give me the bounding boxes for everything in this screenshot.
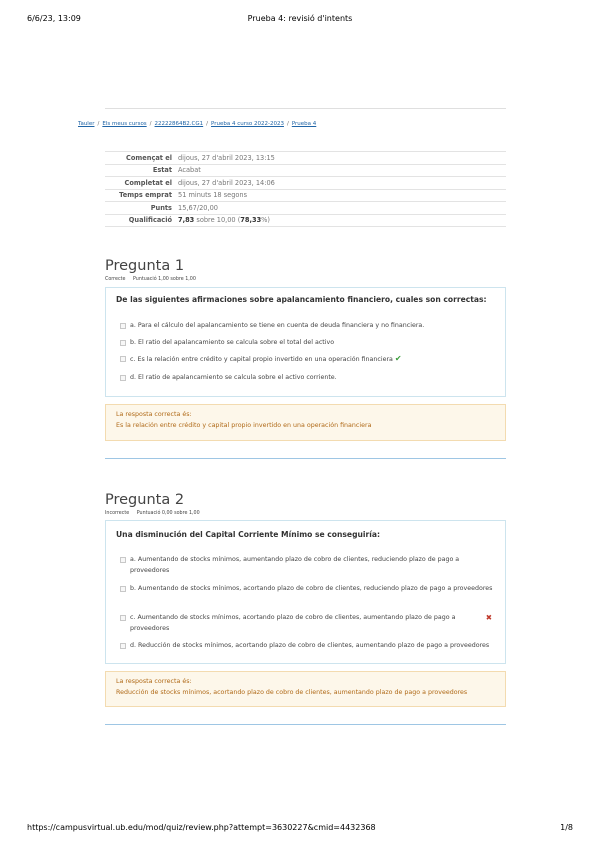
summary-label: Qualificació <box>128 216 172 225</box>
breadcrumb-course[interactable]: 22222864B2.CG1 <box>154 121 204 127</box>
question-content <box>105 287 506 397</box>
question-2 <box>105 492 506 732</box>
grade-out-of: sobre 10,00 ( <box>194 216 241 225</box>
option-checkbox <box>120 586 126 592</box>
option-checkbox <box>120 340 126 346</box>
option-checkbox <box>120 323 126 329</box>
summary-label: Punts <box>150 203 172 212</box>
option-text: Aumentando de stocks mínimos, aumentando plazo de cobro de clientes, reduciendo plazo de pago a proveedores <box>130 556 460 574</box>
option-text: Es la relación entre crédito y capital propio invertido en una operación financiera <box>137 356 393 363</box>
question-state: Correcte <box>105 277 126 282</box>
question-state: Incorrecte <box>105 511 130 516</box>
answer-option-c <box>120 354 497 366</box>
option-text: Aumentando de stocks mínimos, acortando plazo de cobro de clientes, aumentando plazo de pago a proveedores <box>130 614 456 632</box>
feedback-answer: Reducción de stocks mínimos, acortando plazo de cobro de clientes, aumentando plazo de pago a proveedores <box>116 689 468 696</box>
option-checkbox <box>120 356 126 362</box>
question-title: Pregunta 2 <box>105 492 185 508</box>
option-letter: b. <box>130 339 136 346</box>
breadcrumb-quiz[interactable]: Prueba 4 <box>291 121 317 127</box>
breadcrumb-dashboard[interactable]: Tauler <box>78 121 95 127</box>
grade-percent: 78,33 <box>240 216 262 225</box>
attempt-summary-table <box>105 151 506 227</box>
correct-check-icon: ✔ <box>394 354 402 363</box>
question-info <box>105 277 506 282</box>
option-letter: d. <box>130 642 136 649</box>
breadcrumb-separator: / <box>206 121 209 127</box>
summary-value: 51 minuts 18 segons <box>178 191 248 200</box>
feedback-label: La resposta correcta és: <box>116 678 192 685</box>
question-1 <box>105 258 506 463</box>
question-text: Una disminución del Capital Corriente Mínimo se conseguiría: <box>116 530 381 539</box>
breadcrumb-separator: / <box>286 121 289 127</box>
option-letter: a. <box>130 322 136 329</box>
option-checkbox <box>120 615 126 621</box>
breadcrumb-separator: / <box>97 121 100 127</box>
print-date: 6/6/23, 13:09 <box>27 14 81 23</box>
print-title: Prueba 4: revisió d'intents <box>247 14 353 23</box>
answer-option-a <box>120 321 497 332</box>
question-divider <box>105 724 506 725</box>
breadcrumb-section[interactable]: Prueba 4 curso 2022-2023 <box>211 121 284 127</box>
summary-value: dijous, 27 d'abril 2023, 14:06 <box>178 178 275 187</box>
answer-option-a <box>120 555 497 576</box>
summary-row-completed <box>105 177 506 190</box>
option-checkbox <box>120 557 126 563</box>
option-text: El ratio de apalancamiento se calcula sobre el activo corriente. <box>138 374 337 381</box>
option-checkbox <box>120 375 126 381</box>
print-url: https://campusvirtual.ub.edu/mod/quiz/review.php?attempt=3630227&cmid=4432368 <box>27 823 376 832</box>
summary-row-marks <box>105 202 506 215</box>
breadcrumb-separator: / <box>149 121 152 127</box>
question-score: Puntuació 1,00 sobre 1,00 <box>133 277 196 282</box>
feedback-answer: Es la relación entre crédito y capital propio invertido en una operación financiera <box>116 422 372 429</box>
option-letter: a. <box>130 556 136 563</box>
option-letter: c. <box>130 356 136 363</box>
summary-value: 15,67/20,00 <box>178 203 218 212</box>
question-text: De las siguientes afirmaciones sobre apalancamiento financiero, cuales son correctas: <box>116 295 487 304</box>
summary-value <box>178 214 506 227</box>
question-title: Pregunta 1 <box>105 258 185 274</box>
header-divider <box>105 108 506 109</box>
page-number: 1/8 <box>560 823 573 832</box>
summary-label: Completat el <box>124 178 172 187</box>
grade-percent-close: %) <box>261 216 270 225</box>
question-score: Puntuació 0,00 sobre 1,00 <box>136 511 200 516</box>
question-content <box>105 520 506 664</box>
feedback-label: La resposta correcta és: <box>116 411 192 418</box>
answer-option-d <box>120 373 497 384</box>
correct-answer-feedback <box>105 404 506 441</box>
option-text: Reducción de stocks mínimos, acortando plazo de cobro de clientes, aumentando plazo de pago a proveedores <box>138 642 490 649</box>
summary-label: Estat <box>152 166 172 175</box>
summary-row-started <box>105 152 506 165</box>
question-info <box>105 511 506 516</box>
answer-option-b <box>120 584 497 595</box>
correct-answer-feedback <box>105 671 506 707</box>
option-letter: c. <box>130 614 136 621</box>
option-text: Aumentando de stocks mínimos, acortando plazo de cobro de clientes, reduciendo plazo de pago a proveedores <box>138 585 493 592</box>
breadcrumb-my-courses[interactable]: Els meus cursos <box>102 121 147 127</box>
option-letter: b. <box>130 585 136 592</box>
breadcrumb <box>78 121 316 127</box>
incorrect-cross-icon: ✖ <box>485 613 492 622</box>
answer-option-d <box>120 641 497 652</box>
summary-label: Temps emprat <box>119 191 172 200</box>
answer-option-b <box>120 338 497 349</box>
option-letter: d. <box>130 374 136 381</box>
summary-row-time-taken <box>105 189 506 202</box>
option-text: Para el cálculo del apalancamiento se tiene en cuenta de deuda financiera y no financiera. <box>137 322 425 329</box>
summary-row-state <box>105 164 506 177</box>
summary-value: Acabat <box>178 166 201 175</box>
print-header <box>27 14 573 26</box>
question-divider <box>105 458 506 459</box>
option-checkbox <box>120 643 126 649</box>
summary-value: dijous, 27 d'abril 2023, 13:15 <box>178 153 275 162</box>
answer-option-c <box>120 613 492 634</box>
option-text: El ratio del apalancamiento se calcula sobre el total del activo <box>138 339 335 346</box>
summary-label: Començat el <box>126 153 172 162</box>
summary-row-grade <box>105 214 506 227</box>
grade-value: 7,83 <box>178 216 195 225</box>
